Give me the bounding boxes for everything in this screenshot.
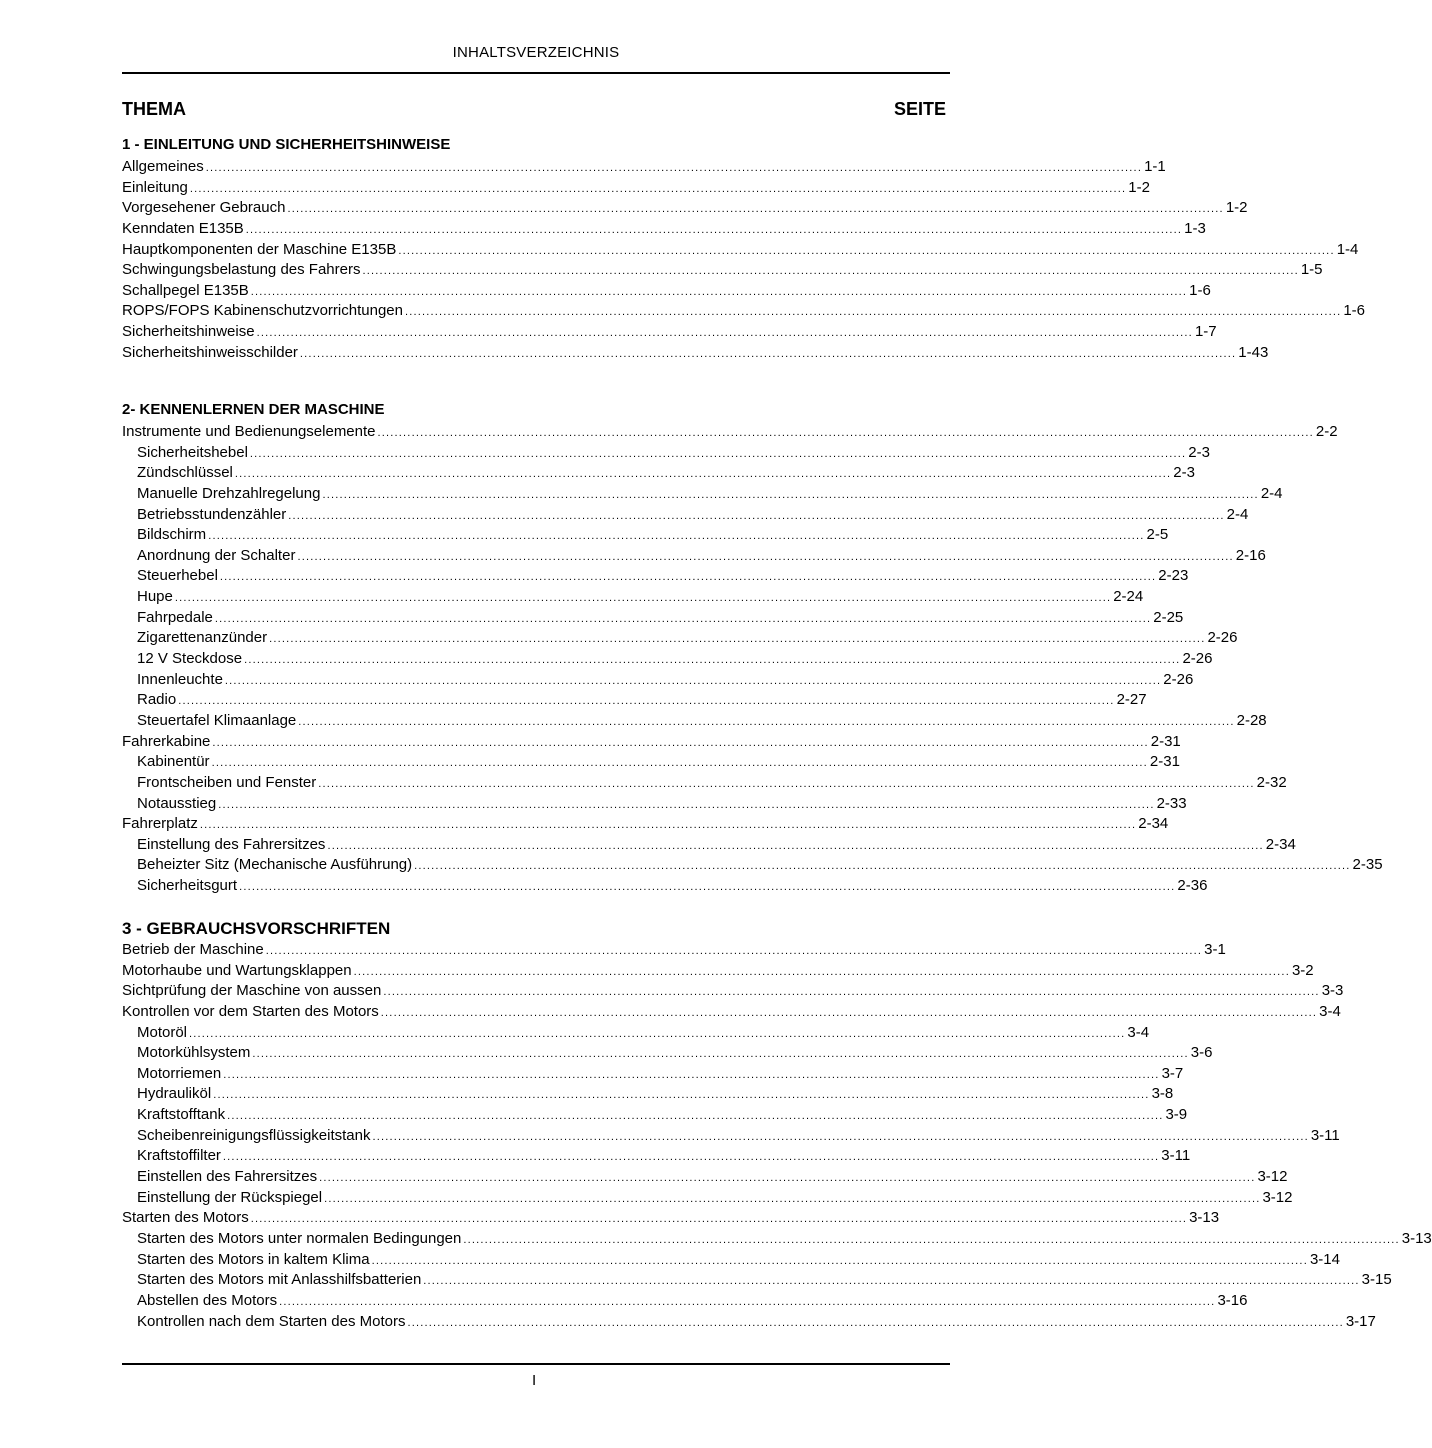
topic-column-heading: THEMA <box>122 99 186 119</box>
toc-entry-page: 2-34 <box>1265 835 1296 853</box>
toc-entry-title: Starten des Motors mit Anlasshilfsbatterien <box>137 1271 422 1289</box>
toc-entry[interactable] <box>122 608 1184 629</box>
toc-section-3 <box>122 918 1432 1332</box>
toc-entry[interactable] <box>122 525 1169 546</box>
toc-entry-page: 1-2 <box>1128 178 1150 196</box>
toc-entry-page: 2-32 <box>1256 773 1287 791</box>
toc-entry-page: 3-17 <box>1345 1312 1376 1330</box>
toc-entry-page: 3-8 <box>1151 1085 1174 1103</box>
toc-entry-title: Steuertafel Klimaanlage <box>137 711 297 729</box>
dot-leader: ............................................................................................................................................................................................................................ <box>265 945 1203 957</box>
toc-entry-title: Motoröl <box>137 1023 188 1041</box>
toc-entry-page: 1-3 <box>1184 219 1206 237</box>
toc-entry-title: Beheizter Sitz (Mechanische Ausführung) <box>137 856 413 874</box>
dot-leader: ............................................................................................................................................................................................................................ <box>222 1151 1160 1164</box>
page-column-heading: SEITE <box>893 99 946 119</box>
toc-entry-title: Sichtprüfung der Maschine von aussen <box>122 982 382 1000</box>
toc-entry-page: 3-11 <box>1161 1147 1191 1165</box>
toc-entry[interactable] <box>122 198 1248 219</box>
toc-entry-title: Schallpegel E135B <box>122 281 249 299</box>
toc-entry-page: 2-3 <box>1188 443 1210 461</box>
toc-entry[interactable] <box>122 178 1150 199</box>
toc-entry[interactable] <box>122 711 1267 732</box>
toc-entry-page: 3-4 <box>1127 1023 1150 1041</box>
toc-entry-title: Notausstieg <box>137 794 217 812</box>
toc-entry-title: Innenleuchte <box>137 670 223 688</box>
toc-entry-title: Fahrerkabine <box>122 732 211 750</box>
dot-leader: ............................................................................................................................................................................................................................ <box>223 1068 1160 1081</box>
toc-entry-title: Kraftstoffilter <box>137 1147 221 1165</box>
toc-entry[interactable] <box>122 961 1314 982</box>
toc-entry-title: Starten des Motors in kaltem Klima <box>137 1250 370 1268</box>
toc-entry[interactable] <box>122 1064 1184 1085</box>
toc-entry-title: Frontscheiben und Fenster <box>137 773 317 791</box>
toc-entry-title: Abstellen des Motors <box>137 1291 278 1309</box>
toc-entry-title: Steuerhebel <box>137 567 218 585</box>
toc-entry[interactable] <box>122 260 1323 281</box>
toc-entry[interactable] <box>122 773 1287 794</box>
toc-entry[interactable] <box>122 835 1296 856</box>
toc-entry-title: Einleitung <box>122 178 188 196</box>
toc-entry-page: 2-2 <box>1315 423 1338 440</box>
toc-entry[interactable] <box>122 505 1249 526</box>
toc-entry-title: Radio <box>137 691 177 709</box>
toc-entry[interactable] <box>122 1208 1220 1229</box>
toc-entry-page: 3-1 <box>1204 941 1226 958</box>
dot-leader: ............................................................................................................................................................................................................................ <box>249 447 1187 460</box>
toc-entry[interactable] <box>122 1291 1248 1312</box>
toc-section-1 <box>122 134 1366 363</box>
column-headings <box>122 99 946 120</box>
toc-entry-page: 3-12 <box>1257 1168 1288 1186</box>
toc-entry-page: 3-16 <box>1217 1291 1248 1309</box>
toc-entry-page: 2-24 <box>1113 588 1144 606</box>
toc-entry[interactable] <box>122 546 1266 567</box>
dot-leader: ............................................................................................................................................................................................................................ <box>423 1275 1360 1288</box>
toc-entry-title: Einstellung des Fahrersitzes <box>137 835 326 853</box>
header-rule <box>122 72 950 74</box>
toc-entry[interactable] <box>122 484 1283 505</box>
toc-entry[interactable] <box>122 876 1208 897</box>
section-title: 2- KENNENLERNEN DER MASCHINE <box>122 401 385 418</box>
toc-entry-page: 2-26 <box>1163 670 1194 688</box>
dot-leader: ............................................................................................................................................................................................................................ <box>319 1172 1256 1185</box>
toc-entry[interactable] <box>122 219 1206 240</box>
dot-leader: ............................................................................................................................................................................................................................ <box>239 881 1176 894</box>
toc-entry[interactable] <box>122 1167 1288 1188</box>
dot-leader: ............................................................................................................................................................................................................................ <box>250 285 1188 298</box>
toc-entry-title: Hydrauliköl <box>137 1085 212 1103</box>
dot-leader: ............................................................................................................................................................................................................................ <box>205 162 1143 174</box>
toc-entry-title: Anordnung der Schalter <box>137 546 296 564</box>
toc-entry[interactable] <box>122 1084 1174 1105</box>
toc-entry-title: ROPS/FOPS Kabinenschutzvorrichtungen <box>122 302 403 320</box>
toc-entry-page: 3-11 <box>1310 1126 1340 1144</box>
dot-leader: ............................................................................................................................................................................................................................ <box>218 798 1155 811</box>
section-title: 1 - EINLEITUNG UND SICHERHEITSHINWEISE <box>122 136 451 153</box>
toc-entry-title: Bildschirm <box>137 526 207 544</box>
toc-entry-page: 2-23 <box>1158 567 1189 585</box>
toc-entry-title: Motorhaube und Wartungsklappen <box>122 961 352 979</box>
toc-entry-title: Einstellung der Rückspiegel <box>137 1188 323 1206</box>
dot-leader: ............................................................................................................................................................................................................................ <box>380 1006 1318 1019</box>
page-header-title: INHALTSVERZEICHNIS <box>452 44 620 61</box>
toc-entry-page: 3-4 <box>1319 1002 1341 1020</box>
toc-entry-title: Kabinentür <box>137 753 210 771</box>
dot-leader: ............................................................................................................................................................................................................................ <box>414 860 1351 873</box>
dot-leader: ............................................................................................................................................................................................................................ <box>327 839 1264 852</box>
toc-entry-title: Starten des Motors unter normalen Bedingungen <box>137 1229 462 1247</box>
toc-entry[interactable] <box>122 1229 1432 1250</box>
toc-entry-page: 3-13 <box>1401 1229 1432 1247</box>
toc-entry[interactable] <box>122 981 1344 1002</box>
toc-entry-page: 2-33 <box>1156 794 1187 812</box>
toc-entry[interactable] <box>122 566 1189 587</box>
toc-entry-page: 1-43 <box>1238 343 1269 361</box>
toc-entry-title: Sicherheitshebel <box>137 443 248 461</box>
toc-entry-title: 12 V Steckdose <box>137 650 243 668</box>
dot-leader: ............................................................................................................................................................................................................................ <box>297 550 1234 563</box>
dot-leader: ............................................................................................................................................................................................................................ <box>213 1089 1150 1102</box>
toc-entry-title: Hupe <box>137 588 173 606</box>
toc-entry-title: Fahrpedale <box>137 608 213 626</box>
toc-entry-page: 1-6 <box>1343 302 1366 320</box>
toc-entry[interactable] <box>122 322 1217 343</box>
toc-entry-page: 2-5 <box>1146 526 1169 544</box>
toc-entry-title: Betrieb der Maschine <box>122 941 264 958</box>
toc-entry-page: 1-1 <box>1144 158 1166 175</box>
dot-leader: ............................................................................................................................................................................................................................ <box>178 695 1115 708</box>
toc-entry-title: Allgemeines <box>122 158 204 175</box>
footer-page-number: I <box>532 1372 537 1389</box>
toc-entry-title: Zündschlüssel <box>137 464 233 482</box>
dot-leader: ............................................................................................................................................................................................................................ <box>224 674 1162 687</box>
toc-entry-page: 3-13 <box>1189 1209 1220 1227</box>
dot-leader: ............................................................................................................................................................................................................................ <box>404 306 1342 319</box>
dot-leader: ............................................................................................................................................................................................................................ <box>299 347 1237 360</box>
toc-entry-title: Vorgesehener Gebrauch <box>122 199 286 217</box>
toc-entry-title: Hauptkomponenten der Maschine E135B <box>122 240 397 258</box>
toc-entry-page: 2-4 <box>1226 505 1249 523</box>
toc-entry-page: 2-31 <box>1150 732 1181 750</box>
toc-entry[interactable] <box>122 240 1359 261</box>
dot-leader: ............................................................................................................................................................................................................................ <box>287 203 1224 216</box>
toc-entry[interactable] <box>122 422 1338 443</box>
toc-entry-title: Kontrollen nach dem Starten des Motors <box>137 1312 406 1330</box>
toc-entry-title: Betriebsstundenzähler <box>137 505 287 523</box>
toc-entry-page: 2-28 <box>1236 711 1267 729</box>
dot-leader: ............................................................................................................................................................................................................................ <box>353 965 1290 978</box>
footer-rule <box>122 1363 950 1365</box>
toc-entry-page: 2-31 <box>1149 753 1180 771</box>
toc-entry-page: 2-26 <box>1182 650 1213 668</box>
toc-entry-title: Instrumente und Bedienungselemente <box>122 423 376 440</box>
toc-entry-title: Motorriemen <box>137 1064 222 1082</box>
dot-leader: ............................................................................................................................................................................................................................ <box>214 612 1152 625</box>
toc-entry[interactable] <box>122 587 1144 608</box>
toc-entry[interactable] <box>122 628 1238 649</box>
toc-entry[interactable] <box>122 670 1194 691</box>
toc-entry-page: 2-26 <box>1207 629 1238 647</box>
toc-entry-title: Einstellen des Fahrersitzes <box>137 1168 318 1186</box>
dot-leader: ............................................................................................................................................................................................................................ <box>377 427 1314 439</box>
toc-entry[interactable] <box>122 1126 1340 1147</box>
toc-entry-title: Scheibenreinigungsflüssigkeitstank <box>137 1126 371 1144</box>
dot-leader: ............................................................................................................................................................................................................................ <box>288 509 1225 522</box>
dot-leader: ............................................................................................................................................................................................................................ <box>383 986 1320 999</box>
dot-leader: ............................................................................................................................................................................................................................ <box>322 488 1259 501</box>
dot-leader: ............................................................................................................................................................................................................................ <box>199 819 1137 832</box>
toc-entry-title: Kraftstofftank <box>137 1106 226 1124</box>
dot-leader: ............................................................................................................................................................................................................................ <box>219 571 1157 584</box>
toc-entry-title: Zigarettenanzünder <box>137 629 268 647</box>
toc-entry-page: 2-36 <box>1177 877 1208 895</box>
toc-entry-title: Sicherheitsgurt <box>137 877 238 895</box>
toc-entry-page: 1-4 <box>1336 240 1359 258</box>
toc-entry-page: 2-34 <box>1138 815 1169 833</box>
dot-leader: ............................................................................................................................................................................................................................ <box>318 777 1255 790</box>
dot-leader: ............................................................................................................................................................................................................................ <box>372 1130 1309 1143</box>
dot-leader: ............................................................................................................................................................................................................................ <box>362 265 1299 278</box>
dot-leader: ............................................................................................................................................................................................................................ <box>279 1295 1216 1308</box>
dot-leader: ............................................................................................................................................................................................................................ <box>212 736 1149 749</box>
toc-entry[interactable] <box>122 1188 1293 1209</box>
dot-leader: ............................................................................................................................................................................................................................ <box>324 1192 1261 1205</box>
toc-entry-page: 3-9 <box>1165 1106 1188 1124</box>
toc-entry-title: Fahrerplatz <box>122 815 198 833</box>
toc-entry-title: Sicherheitshinweisschilder <box>122 343 298 361</box>
toc-entry-page: 3-14 <box>1309 1250 1340 1268</box>
dot-leader: ............................................................................................................................................................................................................................ <box>256 327 1193 340</box>
toc-entry-page: 2-35 <box>1352 856 1383 874</box>
toc-entry[interactable] <box>122 1250 1340 1271</box>
toc-entry[interactable] <box>122 814 1169 835</box>
toc-entry-page: 2-3 <box>1173 464 1195 482</box>
toc-entry-page: 1-5 <box>1300 261 1323 279</box>
dot-leader: ............................................................................................................................................................................................................................ <box>189 182 1127 195</box>
toc-entry-page: 3-2 <box>1291 961 1314 979</box>
dot-leader: ............................................................................................................................................................................................................................ <box>298 715 1235 728</box>
toc-entry-page: 3-6 <box>1190 1044 1213 1062</box>
toc-entry-title: Kontrollen vor dem Starten des Motors <box>122 1002 379 1020</box>
toc-entry-page: 3-3 <box>1321 982 1344 1000</box>
dot-leader: ............................................................................................................................................................................................................................ <box>227 1110 1164 1123</box>
toc-entry[interactable] <box>122 443 1210 464</box>
toc-entry-page: 2-16 <box>1235 546 1266 564</box>
dot-leader: ............................................................................................................................................................................................................................ <box>407 1316 1344 1329</box>
toc-entry-page: 2-25 <box>1153 608 1184 626</box>
dot-leader: ............................................................................................................................................................................................................................ <box>211 757 1148 770</box>
dot-leader: ............................................................................................................................................................................................................................ <box>189 1027 1126 1040</box>
toc-entry[interactable] <box>122 690 1147 711</box>
toc-entry[interactable] <box>122 649 1213 670</box>
dot-leader: ............................................................................................................................................................................................................................ <box>252 1048 1189 1061</box>
dot-leader: ............................................................................................................................................................................................................................ <box>174 592 1112 605</box>
section-title: 3 - GEBRAUCHSVORSCHRIFTEN <box>122 919 391 938</box>
dot-leader: ............................................................................................................................................................................................................................ <box>250 1213 1188 1226</box>
toc-entry[interactable] <box>122 301 1366 322</box>
dot-leader: ............................................................................................................................................................................................................................ <box>245 223 1183 236</box>
toc-entry-page: 1-6 <box>1189 281 1211 299</box>
toc-entry[interactable] <box>122 794 1187 815</box>
toc-entry[interactable] <box>122 281 1211 302</box>
toc-entry[interactable] <box>122 1312 1376 1333</box>
toc-entry-page: 3-15 <box>1361 1271 1392 1289</box>
dot-leader: ............................................................................................................................................................................................................................ <box>371 1254 1308 1267</box>
toc-entry[interactable] <box>122 343 1269 364</box>
toc-entry[interactable] <box>122 1105 1188 1126</box>
dot-leader: ............................................................................................................................................................................................................................ <box>269 633 1206 646</box>
dot-leader: ............................................................................................................................................................................................................................ <box>234 468 1172 481</box>
toc-section-2 <box>122 399 1383 897</box>
toc-entry[interactable] <box>122 732 1181 753</box>
toc-entry[interactable] <box>122 1043 1213 1064</box>
toc-entry-page: 2-27 <box>1116 691 1147 709</box>
toc-entry-page: 3-7 <box>1161 1064 1184 1082</box>
toc-entry-page: 1-7 <box>1194 323 1217 341</box>
toc-entry-title: Kenndaten E135B <box>122 219 244 237</box>
dot-leader: ............................................................................................................................................................................................................................ <box>398 244 1335 257</box>
toc-entry[interactable] <box>122 940 1226 961</box>
toc-entry[interactable] <box>122 1270 1392 1291</box>
toc-entry-page: 3-12 <box>1262 1188 1293 1206</box>
toc-entry-page: 1-2 <box>1225 199 1248 217</box>
dot-leader: ............................................................................................................................................................................................................................ <box>463 1233 1400 1246</box>
toc-entry-page: 2-4 <box>1260 484 1283 502</box>
toc-entry[interactable] <box>122 752 1180 773</box>
toc-entry[interactable] <box>122 1023 1150 1044</box>
toc-entry[interactable] <box>122 1146 1191 1167</box>
dot-leader: ............................................................................................................................................................................................................................ <box>208 530 1145 543</box>
toc-entry[interactable] <box>122 157 1166 178</box>
toc-entry-title: Schwingungsbelastung des Fahrers <box>122 261 361 279</box>
dot-leader: ............................................................................................................................................................................................................................ <box>244 654 1181 667</box>
toc-entry[interactable] <box>122 1002 1341 1023</box>
toc-entry[interactable] <box>122 463 1195 484</box>
toc-entry-title: Sicherheitshinweise <box>122 323 255 341</box>
toc-entry-title: Manuelle Drehzahlregelung <box>137 484 321 502</box>
toc-entry-title: Starten des Motors <box>122 1209 249 1227</box>
toc-entry[interactable] <box>122 855 1383 876</box>
toc-entry-title: Motorkühlsystem <box>137 1044 251 1062</box>
